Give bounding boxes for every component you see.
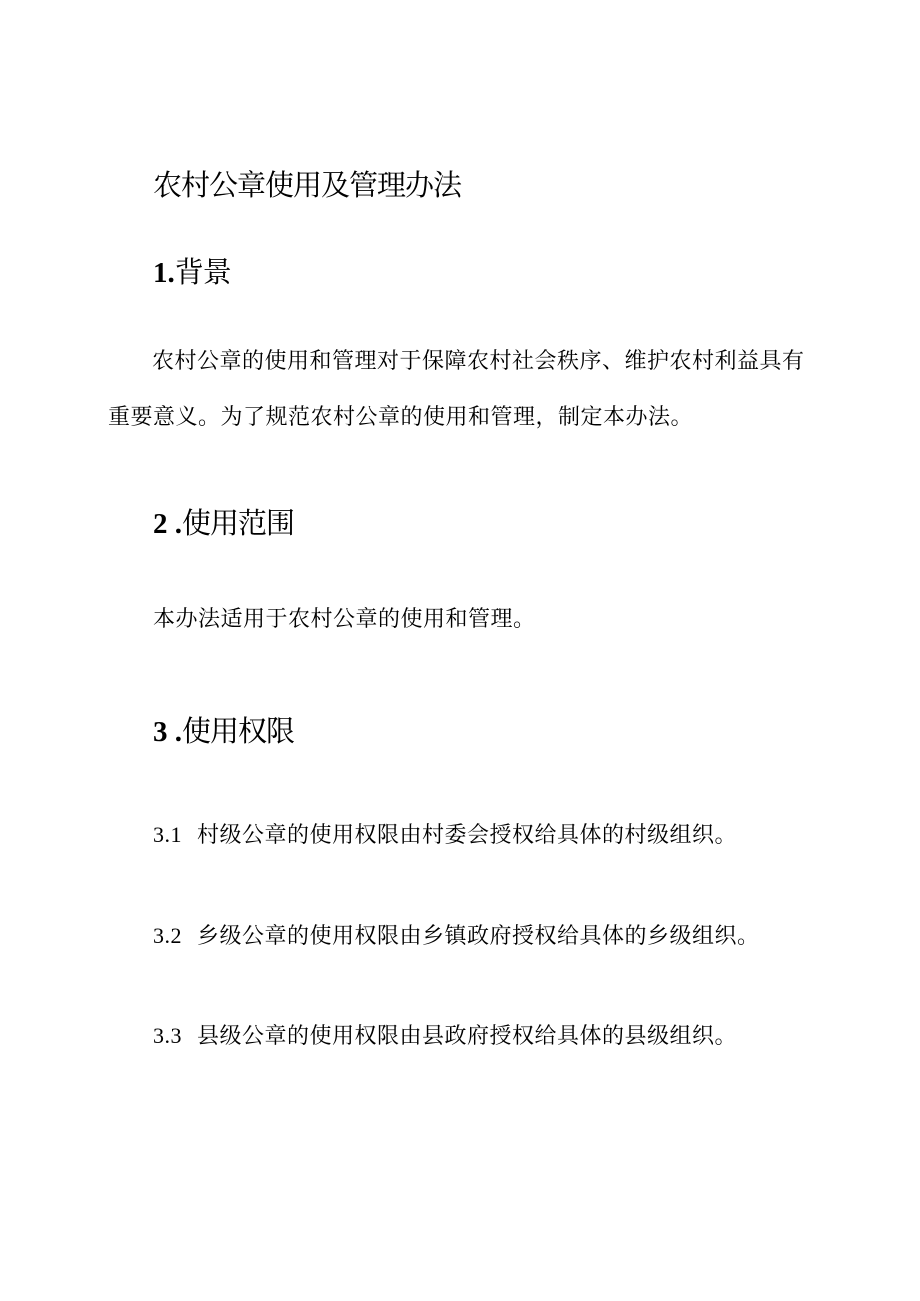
list-item — [153, 1016, 737, 1057]
section-number: 2 . — [153, 508, 182, 540]
list-item — [153, 815, 737, 856]
section-title: 使用权限 — [182, 714, 295, 748]
list-item-text: 乡级公章的使用权限由乡镇政府授权给具体的乡级组织。 — [197, 924, 760, 949]
list-item — [153, 916, 760, 957]
section-title: 背景 — [174, 255, 231, 289]
section-number: 1. — [153, 257, 175, 289]
list-item-text: 县级公章的使用权限由县政府授权给具体的县级组织。 — [197, 1024, 738, 1049]
section-heading-scope — [153, 503, 294, 544]
section-heading-permissions — [153, 711, 294, 752]
list-item-number: 3.2 — [153, 923, 182, 948]
section-number: 3 . — [153, 716, 182, 748]
list-item-text: 村级公章的使用权限由村委会授权给具体的村级组织。 — [197, 823, 738, 848]
section-heading-background — [153, 252, 231, 293]
list-item-number: 3.3 — [153, 1023, 182, 1048]
section-title: 使用范围 — [182, 506, 295, 540]
section-body-background: 农村公章的使用和管理对于保障农村社会秩序、维护农村利益具有重要意义。为了规范农村公章的使用和管理，制定本办法。 — [108, 349, 805, 430]
list-item-number: 3.1 — [153, 822, 182, 847]
section-body-scope: 本办法适用于农村公章的使用和管理。 — [153, 607, 536, 632]
document-title: 农村公章使用及管理办法 — [153, 168, 462, 202]
